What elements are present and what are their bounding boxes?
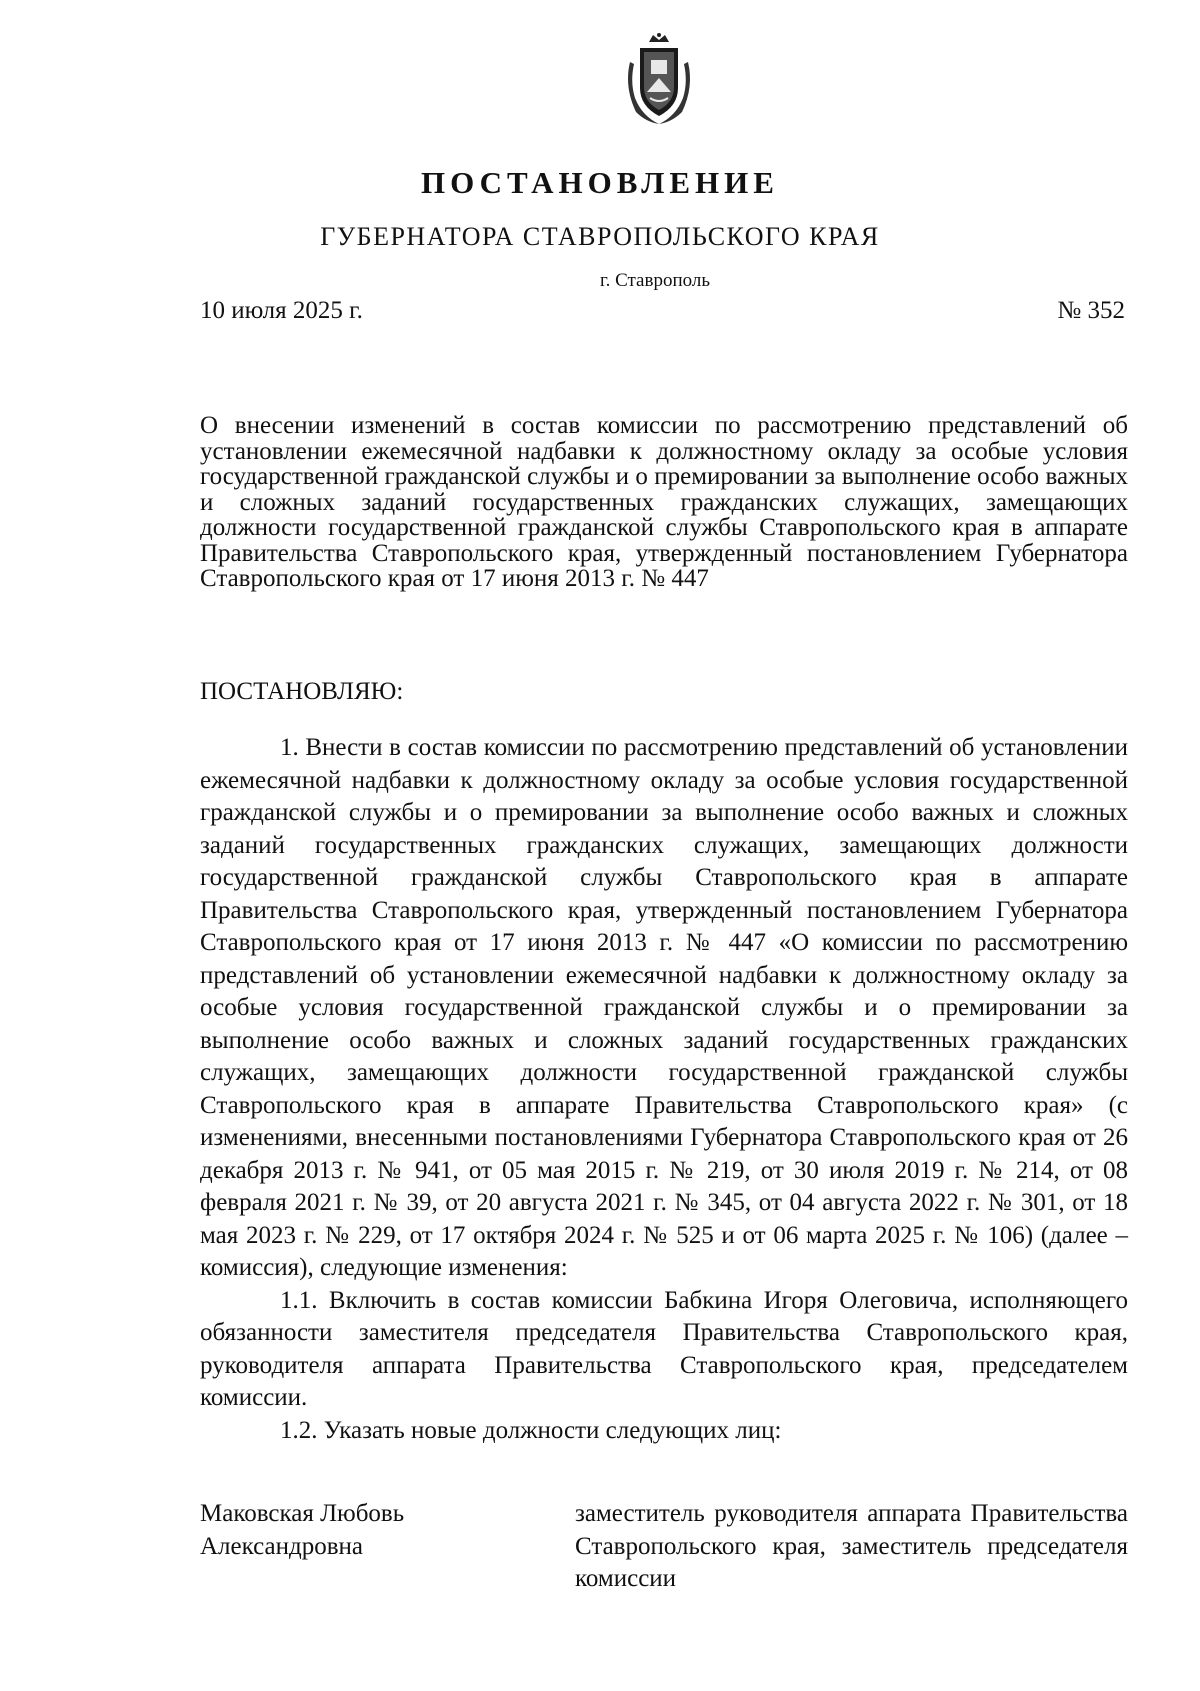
document-title: ПОСТАНОВЛЕНИЕ [421,165,779,200]
paragraph-1-1: 1.1. Включить в состав комиссии Бабкина Игоря Олеговича, исполняющего обязанности заместителя председателя Правительства Ставропольского края, руководителя аппарата Правительства Ставропольского края, председателем комиссии. [200,1286,1128,1411]
person-row [200,1498,1128,1596]
person-role: заместитель руководителя аппарата Правительства Ставропольского края, заместитель председателя комиссии [575,1500,1128,1592]
paragraph-1: 1. Внести в состав комиссии по рассмотрению представлений об установлении ежемесячной надбавки к должностному окладу за особые условия государственной гражданской службы и о премировании за выполнение особо важных и сложных заданий государственных гражданских служащих, замещающих должности государственной гражданской службы Ставропольского края в аппарате Правительства Ставропольского края, утвержденный постановлением Губернатора Ставропольского края от 17 июня 2013 г. № 447 «О комиссии по рассмотрению представлений об установлении ежемесячной надбавки к должностному окладу за особые условия государственной гражданской службы и о премировании за выполнение особо важных и сложных заданий государственных гражданских служащих, замещающих должности государственной гражданской службы Ставропольского края в аппарате Правительства Ставропольского края» (с изменениями, внесенными постановлениями Губернатора Ставропольского края от 26 декабря 2013 г. № 941, от 05 мая 2015 г. № 219, от 30 июля 2019 г. № 214, от 08 февраля 2021 г. № 39, от 20 августа 2021 г. № 345, от 04 августа 2022 г. № 301, от 18 мая 2023 г. № 229, от 17 октября 2024 г. № 525 и от 06 марта 2025 г. № 106) (далее – комиссия), следующие изменения: [200,734,1128,1281]
document-number: № 352 [1057,297,1125,324]
person-name: Маковская Любовь Александровна [200,1500,405,1560]
coat-of-arms-icon [622,32,696,126]
document-subject: О внесении изменений в состав комиссии по рассмотрению представлений об установлении ежемесячной надбавки к должностному окладу за особые условия государственной гражданской службы и о премировании за выполнение особо важных и сложных заданий государственных гражданских служащих, замещающих должности государственной гражданской службы Ставропольского края в аппарате Правительства Ставропольского края, утвержденный постановлением Губернатора Ставропольского края от 17 июня 2013 г. № 447 [200,412,1128,592]
decree-word: ПОСТАНОВЛЯЮ: [200,678,404,705]
document-date: 10 июля 2025 г. [200,297,363,324]
persons-list [200,1498,1128,1596]
paragraph-1-2: 1.2. Указать новые должности следующих лиц: [280,1416,782,1444]
issuing-authority: ГУБЕРНАТОРА СТАВРОПОЛЬСКОГО КРАЯ [320,222,880,251]
document-city: г. Ставрополь [599,270,711,291]
document-body [200,732,1128,1447]
